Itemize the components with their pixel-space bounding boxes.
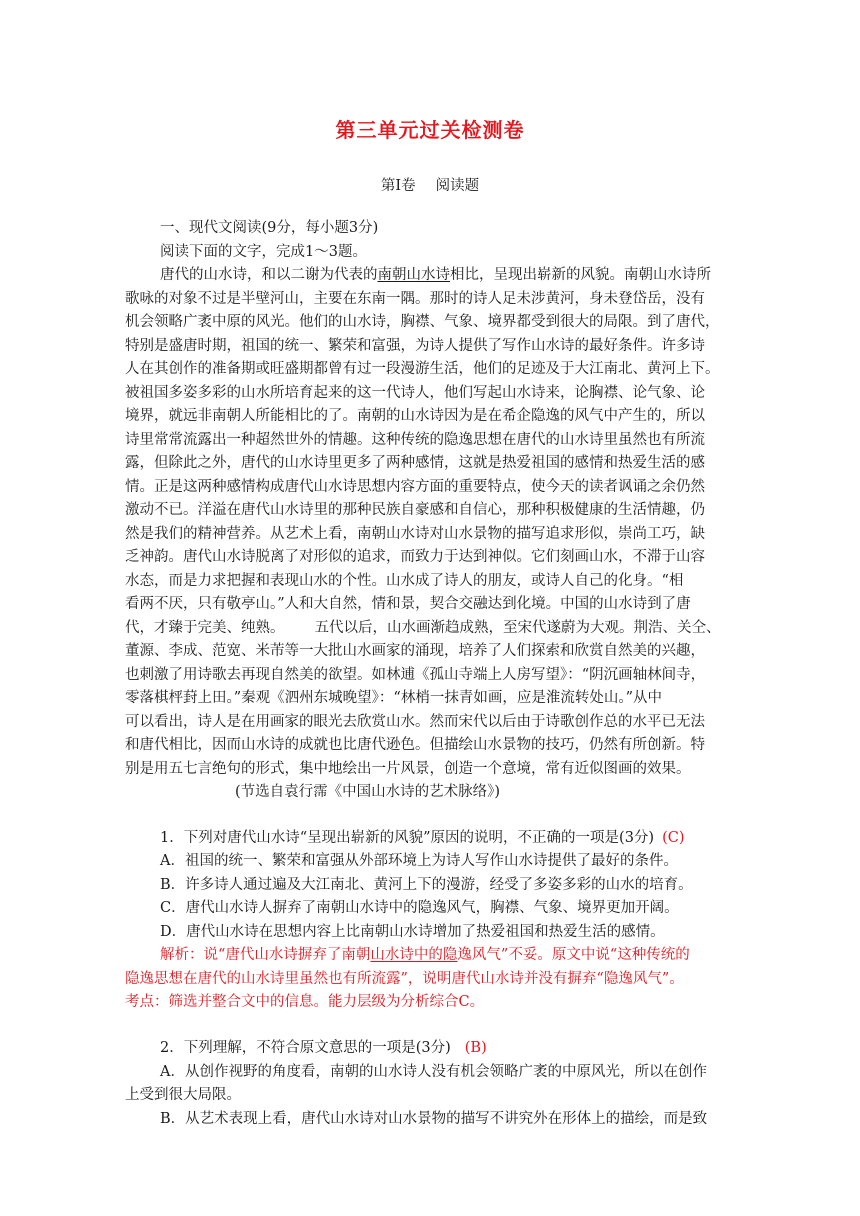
option-c: C．唐代山水诗人摒弃了南朝山水诗中的隐逸风气，胸襟、气象、境界更加开阔。 xyxy=(160,900,679,916)
passage-line: 激动不已。洋溢在唐代山水诗里的那种民族自豪感和自信心，那种积极健康的生活情趣，仍 xyxy=(125,502,705,518)
option-a: A．从创作视野的角度看，南朝的山水诗人没有机会领略广袤的中原风光，所以在创作 xyxy=(160,1064,707,1080)
passage-line: 机会领略广袤中原的风光。他们的山水诗，胸襟、气象、境界都受到很大的局限。到了唐代， xyxy=(125,314,720,330)
passage-line: 乏神韵。唐代山水诗脱离了对形似的追求，而致力于达到神似。它们刻画山水，不滞于山容 xyxy=(125,549,705,565)
option-b: B．从艺术表现上看，唐代山水诗对山水景物的描写不讲究外在形体上的描绘，而是致 xyxy=(160,1111,708,1127)
question-stem: 2．下列理解，不符合原文意思的一项是(3分) (B) xyxy=(160,1040,487,1056)
passage-line: 和唐代相比，因而山水诗的成就也比唐代逊色。但描绘山水景物的技巧，仍然有所创新。特 xyxy=(125,737,705,753)
passage-line: 别是用五七言绝句的形式，集中地绘出一片风景，创造一个意境，常有近似图画的效果。 xyxy=(125,761,691,777)
passage-line: 情。正是这两种感情构成唐代山水诗思想内容方面的重要特点，使今天的读者讽诵之余仍然 xyxy=(125,479,705,495)
option-d: D．唐代山水诗在思想内容上比南朝山水诗增加了热爱祖国和热爱生活的感情。 xyxy=(160,924,665,940)
option-b: B．许多诗人通过遍及大江南北、黄河上下的漫游，经受了多姿多彩的山水的培育。 xyxy=(160,877,693,893)
passage-line: 然是我们的精神营养。从艺术上看，南朝山水诗对山水景物的描写追求形似，崇尚工巧，缺 xyxy=(125,526,705,542)
passage-line: 人在其创作的准备期或旺盛期都曾有过一段漫游生活，他们的足迹及于大江南北、黄河上下。 xyxy=(125,361,720,377)
question-stem: 1．下列对唐代山水诗“呈现出崭新的风貌”原因的说明，不正确的一项是(3分) (C) xyxy=(160,830,685,846)
page-title: 第三单元过关检测卷 xyxy=(335,118,525,142)
section-heading xyxy=(0,174,860,195)
passage-source: (节选自袁行霈《中国山水诗的艺术脉络》) xyxy=(235,784,501,800)
answer-badge: (B) xyxy=(464,1040,487,1056)
option-a: A．祖国的统一、繁荣和富强从外部环境上为诗人写作山水诗提供了最好的条件。 xyxy=(160,853,678,869)
passage-line: 零落棋枰葑上田。”秦观《泗州东城晚望》：“林梢一抹青如画，应是淮流转处山。”从中 xyxy=(125,690,662,706)
passage-line: 可以看出，诗人是在用画家的眼光去欣赏山水。然而宋代以后由于诗歌创作总的水平已无法 xyxy=(125,714,705,730)
passage-line: 水态，而是力求把握和表现山水的个性。山水成了诗人的朋友，或诗人自己的化身。“相 xyxy=(125,573,684,589)
passage-line: 境界，就远非南朝人所能相比的了。南朝的山水诗因为是在希企隐逸的风气中产生的，所以 xyxy=(125,408,705,424)
passage-line: 代，才臻于完美、纯熟。 五代以后，山水画渐趋成熟，至宋代遂蔚为大观。荆浩、关仝、 xyxy=(125,620,721,636)
explanation-text: 考点：筛选并整合文中的信息。能力层级为分析综合C。 xyxy=(125,994,485,1010)
passage-line: 歌咏的对象不过是半壁河山，主要在东南一隅。那时的诗人足未涉黄河，身未登岱岳，没有 xyxy=(125,291,705,307)
passage-line: 董源、李成、范宽、米芾等一大批山水画家的涌现，培养了人们探索和欣赏自然美的兴趣， xyxy=(125,643,705,659)
instruction-text: 阅读下面的文字，完成1～3题。 xyxy=(160,244,367,260)
explanation-text: 解析：说“唐代山水诗摒弃了南朝山水诗中的隐逸风气”不妥。原文中说“这种传统的 xyxy=(160,947,690,963)
passage-line: 看两不厌，只有敬亭山。”人和大自然，情和景，契合交融达到化境。中国的山水诗到了唐 xyxy=(125,596,691,612)
answer-badge: (C) xyxy=(662,830,685,846)
passage-line: 诗里常常流露出一种超然世外的情趣。这种传统的隐逸思想在唐代的山水诗里虽然也有所流 xyxy=(125,432,705,448)
passage-line: 特别是盛唐时期，祖国的统一、繁荣和富强，为诗人提供了写作山水诗的最好条件。许多诗 xyxy=(125,338,705,354)
volume-label: 第Ⅰ卷 xyxy=(380,178,416,194)
passage-line: 被祖国多姿多彩的山水所培育起来的这一代诗人，他们写起山水诗来，论胸襟、论气象、论 xyxy=(125,385,705,401)
volume-name: 阅读题 xyxy=(435,178,480,194)
option-a-continued: 上受到很大局限。 xyxy=(125,1087,241,1103)
passage-line: 唐代的山水诗，和以二谢为代表的南朝山水诗相比，呈现出崭新的风貌。南朝山水诗所 xyxy=(160,267,711,283)
underlined-phrase: 南朝山水诗 xyxy=(377,267,450,283)
explanation-text: 隐逸思想在唐代的山水诗里虽然也有所流露”，说明唐代山水诗并没有摒弃“隐逸风气”。 xyxy=(125,971,684,987)
passage-line: 也刺激了用诗歌去再现自然美的欲望。如林逋《孤山寺端上人房写望》：“阴沉画轴林间寺， xyxy=(125,667,706,683)
section-title: 一、现代文阅读(9分，每小题3分) xyxy=(160,220,379,236)
passage-line: 露，但除此之外，唐代的山水诗里更多了两种感情，这就是热爱祖国的感情和热爱生活的感 xyxy=(125,455,705,471)
